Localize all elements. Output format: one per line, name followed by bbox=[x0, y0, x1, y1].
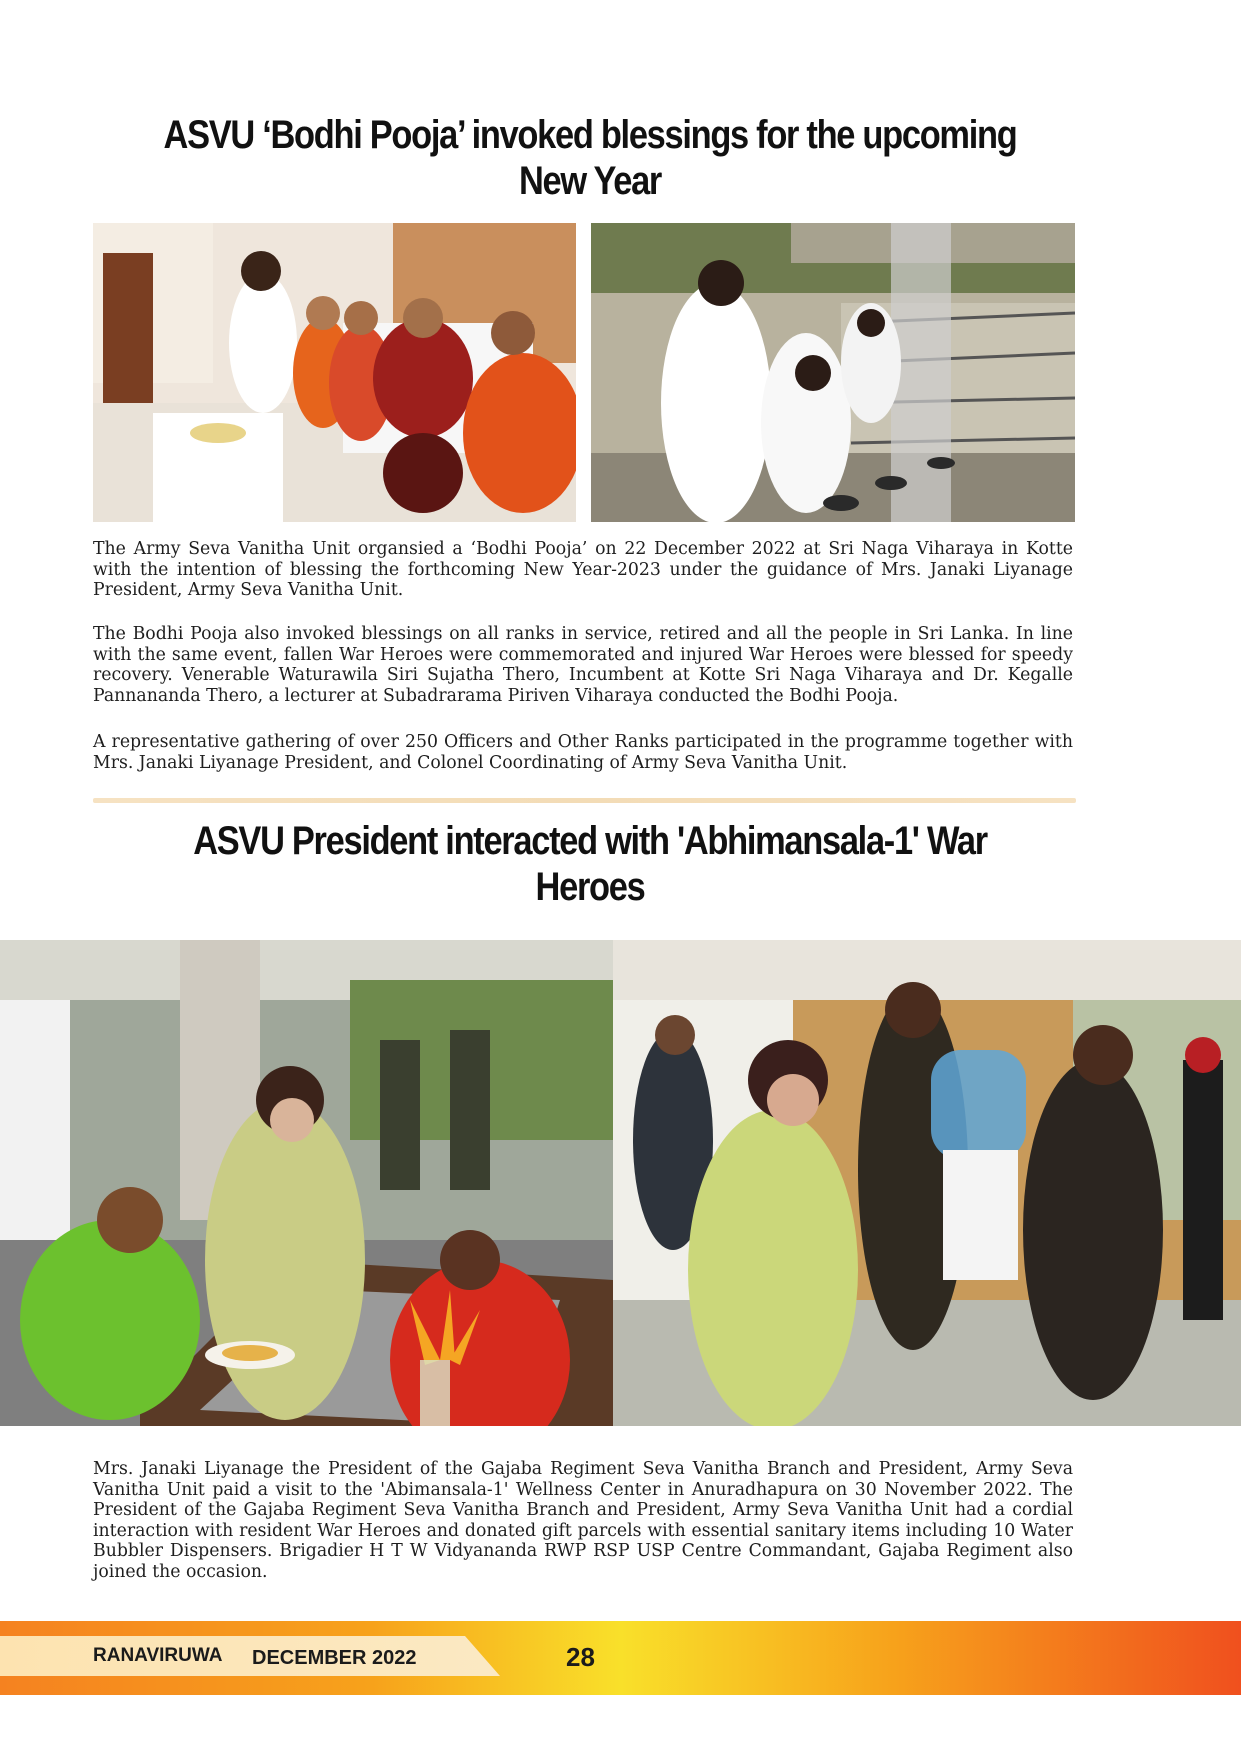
footer-tab bbox=[0, 1636, 500, 1676]
footer-magazine-name: RANAVIRUWA bbox=[93, 1645, 223, 1666]
section-divider bbox=[93, 798, 1076, 803]
photo-serving-war-heroes bbox=[0, 940, 613, 1426]
article2-title-line1: ASVU President interacted with 'Abhimansala-1' War bbox=[193, 819, 987, 863]
article1-paragraph-1: The Army Seva Vanitha Unit organsied a ‘Bodhi Pooja’ on 22 December 2022 at Sri Naga Viharaya in Kotte with the intention of blessing the forthcoming New Year-2023 under the guidance of Mrs. Janaki Liyanage President, Army Seva Vanitha Unit. bbox=[93, 539, 1073, 600]
footer-issue-date: DECEMBER 2022 bbox=[252, 1647, 417, 1669]
article1-title-line1: ASVU ‘Bodhi Pooja’ invoked blessings for the upcoming bbox=[163, 113, 1017, 157]
article1-title bbox=[160, 112, 1020, 204]
article2-paragraph-1: Mrs. Janaki Liyanage the President of the Gajaba Regiment Seva Vanitha Branch and President, Army Seva Vanitha Unit paid a visit to the 'Abimansala-1' Wellness Center in Anuradhapura on 30 November 2022. The President of the Gajaba Regiment Seva Vanitha Branch and President, Army Seva Vanitha Unit had a cordial interaction with resident War Heroes and donated gift parcels with essential sanitary items including 10 Water Bubbler Dispensers. Brigadier H T W Vidyananda RWP RSP USP Centre Commandant, Gajaba Regiment also joined the occasion. bbox=[93, 1459, 1073, 1582]
article2-title bbox=[160, 818, 1020, 910]
footer-page-number: 28 bbox=[566, 1642, 595, 1672]
article2-title-line2: Heroes bbox=[535, 865, 645, 909]
photo-water-dispenser-donation bbox=[613, 940, 1241, 1426]
article1-title-line2: New Year bbox=[518, 159, 662, 203]
photo-lighting-oil-lamps bbox=[591, 223, 1075, 522]
photo-bodhi-pooja-offering bbox=[93, 223, 576, 522]
article1-paragraph-3: A representative gathering of over 250 Officers and Other Ranks participated in the programme together with Mrs. Janaki Liyanage President, and Colonel Coordinating of Army Seva Vanitha Unit. bbox=[93, 732, 1073, 773]
article1-paragraph-2: The Bodhi Pooja also invoked blessings on all ranks in service, retired and all the people in Sri Lanka. In line with the same event, fallen War Heroes were commemorated and injured War Heroes were blessed for speedy recovery. Venerable Waturawila Siri Sujatha Thero, Incumbent at Kotte Sri Naga Viharaya and Dr. Kegalle Pannananda Thero, a lecturer at Subadrarama Piriven Viharaya conducted the Bodhi Pooja. bbox=[93, 624, 1073, 706]
